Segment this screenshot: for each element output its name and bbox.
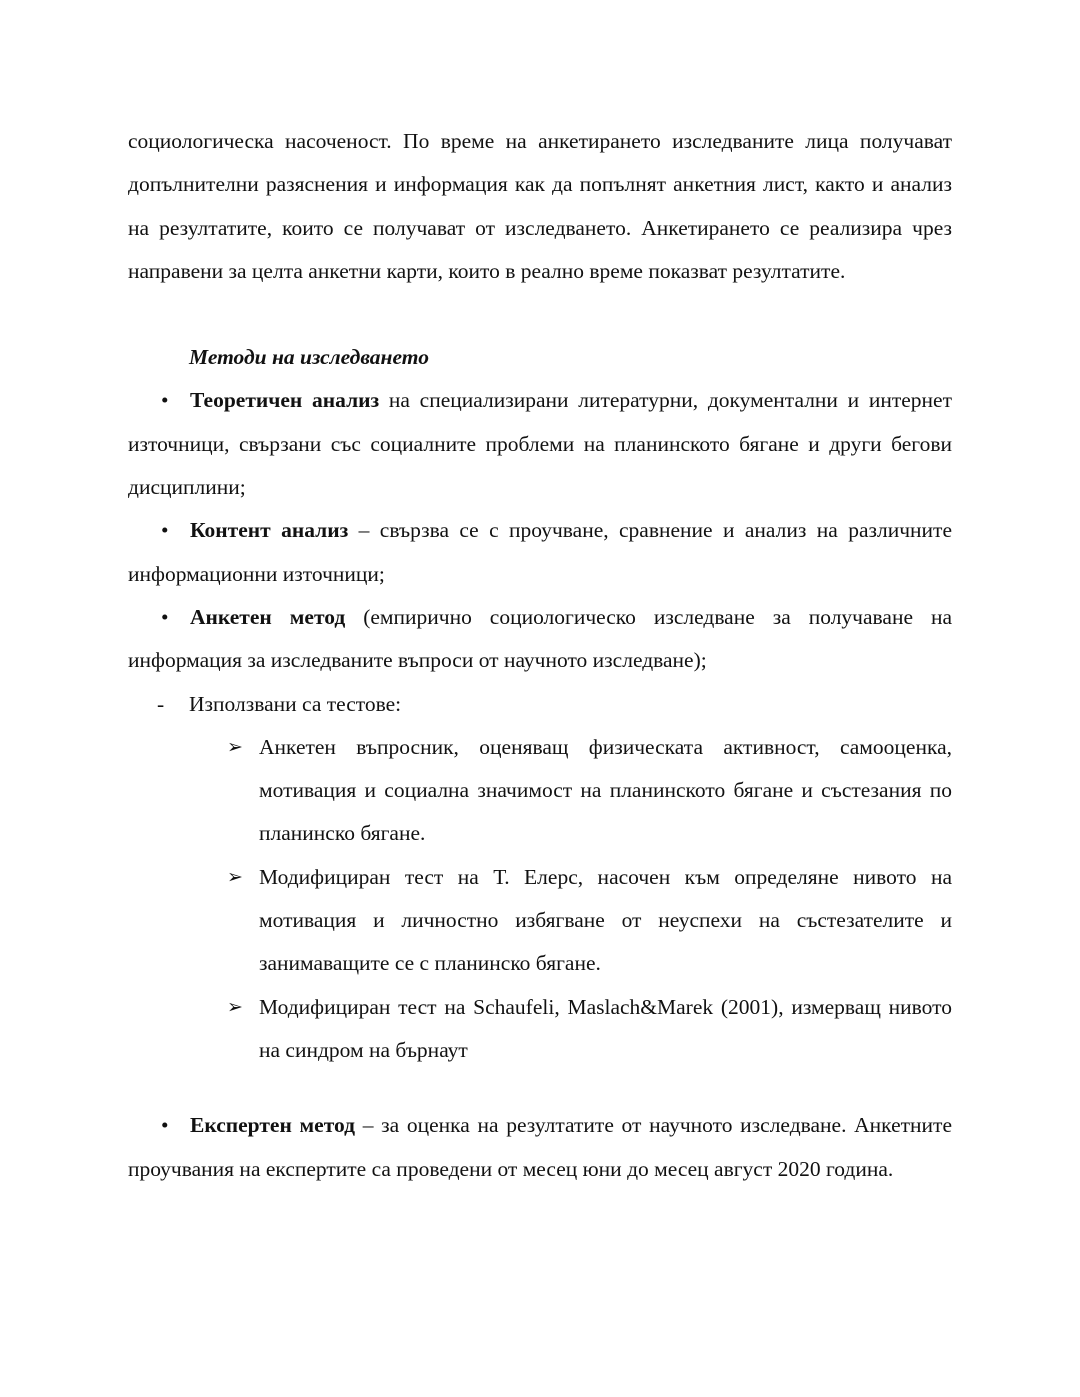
bullet-text: на специализирани литературни, документални и интернет източници, свързани със социалните проблеми на планинското бягане и други бегови дисциплини; (128, 388, 952, 500)
bullet-term: Експертен метод (190, 1113, 355, 1138)
bullet-text: – свързва се с проучване, сравнение и анализ на различните информационни източници; (128, 518, 952, 586)
intro-paragraph: социологическа насоченост. По време на анкетирането изследваните лица получават допълнителни разяснения и информация как да попълнят анкетния лист, както и анализ на резултатите, които се получават от изследването. Анкетирането се реализира чрез направени за целта анкетни карти, които в реално време показват резултатите. (128, 129, 952, 283)
tests-used-label: Използвани са тестове: (189, 691, 402, 716)
bullet-term: Теоретичен анализ (190, 388, 380, 413)
test-text: Модифициран тест на Schaufeli, Maslach&Marek (2001), измерващ нивото на синдром на бърнаут (259, 994, 952, 1062)
spacer (128, 1072, 952, 1104)
bullet-text: – за оценка на резултатите от научното изследване. Анкетните проучвания на експертите са проведени от месец юни до месец август 2020 година. (128, 1113, 952, 1181)
bullet-text: (емпирично социологическо изследване за получаване на информация за изследваните въпроси от научното изследване); (128, 604, 952, 673)
test-item (128, 856, 952, 986)
bullet-icon: • (161, 518, 169, 543)
document-page (128, 120, 952, 1191)
tests-used-item (128, 683, 952, 726)
bullet-icon: • (161, 1113, 169, 1138)
bullet-term: Контент анализ (190, 518, 349, 543)
dash-icon: - (157, 691, 165, 716)
bullet-term: Анкетен метод (190, 604, 346, 629)
test-item (128, 986, 952, 1073)
bullet-icon: • (161, 388, 169, 413)
bullet-theoretical-analysis (128, 379, 952, 509)
bullet-icon: • (161, 604, 169, 629)
arrow-bullet-icon: ➢ (227, 735, 243, 758)
section-heading: Методи на изследването (189, 345, 429, 370)
arrow-bullet-icon: ➢ (227, 865, 243, 888)
test-item (128, 726, 952, 856)
test-text: Анкетен въпросник, оценяващ физическата активност, самооценка, мотивация и социална значимост на планинското бягане и състезания по планинско бягане. (259, 734, 952, 846)
test-text: Модифициран тест на Т. Елерс, насочен към определяне нивото на мотивация и личностно избягване от неуспехи на състезателите и занимаващите се с планинско бягане. (259, 864, 952, 976)
bullet-survey-method (128, 596, 952, 683)
arrow-bullet-icon: ➢ (227, 995, 243, 1018)
bullet-content-analysis (128, 509, 952, 596)
bullet-expert-method (128, 1104, 952, 1191)
